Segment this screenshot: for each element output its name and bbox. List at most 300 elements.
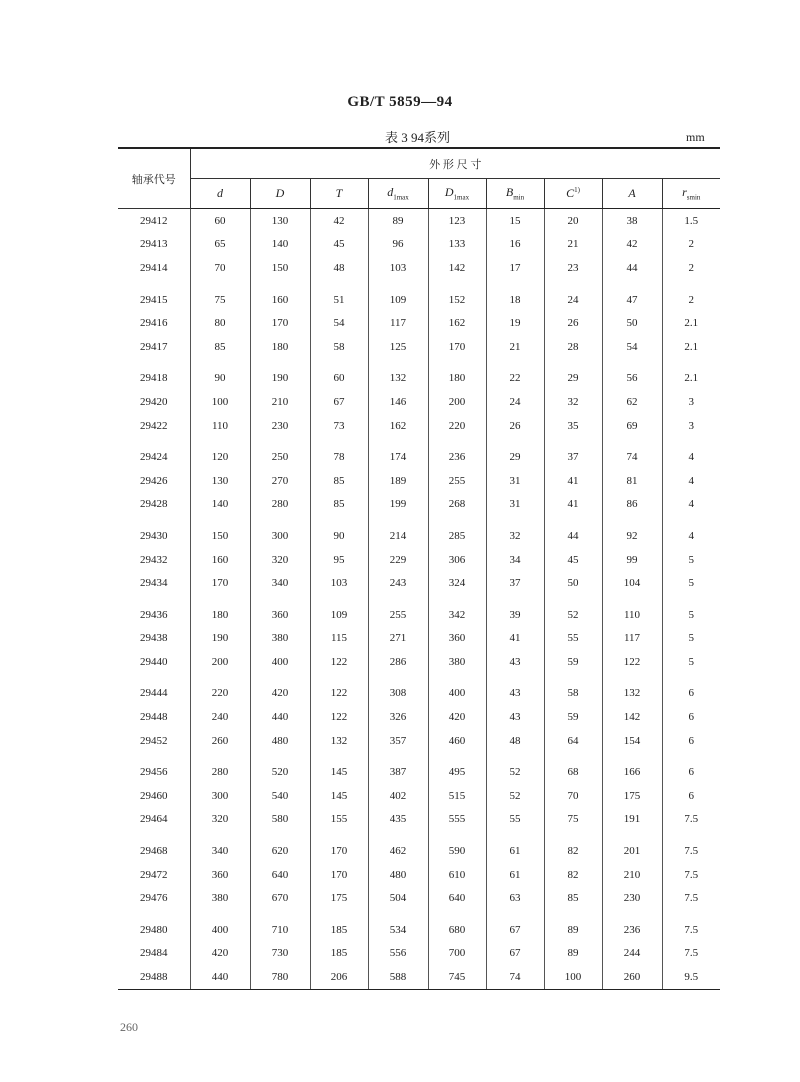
cell-D1max: 342 (428, 595, 486, 627)
cell-C: 100 (544, 965, 602, 989)
cell-rsmin: 7.5 (662, 831, 720, 863)
cell-d1max: 255 (368, 595, 428, 627)
cell-T: 170 (310, 831, 368, 863)
cell-d: 400 (190, 910, 250, 942)
cell-rsmin: 5 (662, 627, 720, 651)
cell-Bmin: 21 (486, 335, 544, 359)
cell-T: 132 (310, 729, 368, 753)
table-title: 表 3 94系列 (385, 130, 451, 145)
cell-C: 52 (544, 595, 602, 627)
cell-d: 440 (190, 965, 250, 989)
cell-d: 90 (190, 359, 250, 391)
cell-d: 140 (190, 493, 250, 517)
cell-D: 130 (250, 209, 310, 233)
cell-bearing-code: 29424 (140, 451, 168, 464)
cell-C: 26 (544, 311, 602, 335)
dimensions-table (118, 147, 720, 990)
cell-T: 78 (310, 437, 368, 469)
cell-D1max: 285 (428, 516, 486, 548)
cell-bearing-code: 29436 (140, 608, 168, 621)
cell-C: 32 (544, 390, 602, 414)
table-row (118, 886, 720, 910)
cell-D: 320 (250, 548, 310, 572)
cell-bearing-code: 29440 (140, 655, 168, 668)
cell-D: 520 (250, 752, 310, 784)
cell-rsmin: 4 (662, 493, 720, 517)
cell-bearing-code: 29460 (140, 789, 168, 802)
cell-C: 68 (544, 752, 602, 784)
cell-d: 300 (190, 784, 250, 808)
cell-T: 58 (310, 335, 368, 359)
cell-d1max: 271 (368, 627, 428, 651)
cell-Bmin: 17 (486, 256, 544, 280)
table-row (118, 571, 720, 595)
cell-D: 710 (250, 910, 310, 942)
cell-A: 166 (602, 752, 662, 784)
cell-rsmin: 2 (662, 280, 720, 312)
cell-D: 210 (250, 390, 310, 414)
cell-Bmin: 22 (486, 359, 544, 391)
cell-bearing-code: 29422 (140, 419, 168, 432)
cell-C: 29 (544, 359, 602, 391)
table-row (118, 863, 720, 887)
cell-A: 99 (602, 548, 662, 572)
cell-D: 280 (250, 493, 310, 517)
column-header-rsmin: $r_{smin}$ (662, 179, 720, 209)
table-row (118, 493, 720, 517)
cell-C: 44 (544, 516, 602, 548)
cell-T: 175 (310, 886, 368, 910)
table-row (118, 469, 720, 493)
cell-rsmin: 2.1 (662, 335, 720, 359)
cell-D: 180 (250, 335, 310, 359)
cell-D: 480 (250, 729, 310, 753)
cell-bearing-code: 29418 (140, 372, 168, 385)
cell-T: 90 (310, 516, 368, 548)
cell-d1max: 89 (368, 209, 428, 233)
cell-rsmin: 4 (662, 469, 720, 493)
table-row (118, 437, 720, 469)
column-header-Bmin: $B_{min}$ (486, 179, 544, 209)
cell-D1max: 306 (428, 548, 486, 572)
cell-bearing-code: 29484 (140, 947, 168, 960)
cell-A: 110 (602, 595, 662, 627)
cell-A: 92 (602, 516, 662, 548)
cell-T: 185 (310, 942, 368, 966)
table-row (118, 705, 720, 729)
cell-bearing-code: 29417 (140, 340, 168, 353)
cell-C: 59 (544, 650, 602, 674)
cell-D1max: 142 (428, 256, 486, 280)
cell-A: 122 (602, 650, 662, 674)
cell-bearing-code: 29412 (140, 214, 168, 227)
table-row (118, 674, 720, 706)
cell-C: 89 (544, 942, 602, 966)
cell-A: 47 (602, 280, 662, 312)
cell-T: 85 (310, 469, 368, 493)
cell-T: 85 (310, 493, 368, 517)
table-row (118, 729, 720, 753)
cell-D: 380 (250, 627, 310, 651)
cell-D: 640 (250, 863, 310, 887)
cell-bearing-code: 29432 (140, 553, 168, 566)
cell-Bmin: 52 (486, 752, 544, 784)
cell-rsmin: 2 (662, 233, 720, 257)
table-row (118, 209, 720, 233)
column-header-code: 轴承代号 (118, 148, 190, 209)
table-row (118, 516, 720, 548)
cell-D: 580 (250, 808, 310, 832)
table-row (118, 414, 720, 438)
cell-d: 220 (190, 674, 250, 706)
cell-rsmin: 5 (662, 595, 720, 627)
table-body (118, 209, 720, 990)
cell-C: 45 (544, 548, 602, 572)
cell-bearing-code: 29428 (140, 498, 168, 511)
cell-rsmin: 5 (662, 650, 720, 674)
cell-rsmin: 1.5 (662, 209, 720, 233)
cell-D: 250 (250, 437, 310, 469)
cell-A: 236 (602, 910, 662, 942)
cell-T: 51 (310, 280, 368, 312)
cell-D1max: 133 (428, 233, 486, 257)
cell-d1max: 435 (368, 808, 428, 832)
cell-rsmin: 7.5 (662, 942, 720, 966)
cell-d1max: 286 (368, 650, 428, 674)
cell-d: 150 (190, 516, 250, 548)
cell-rsmin: 6 (662, 705, 720, 729)
cell-A: 117 (602, 627, 662, 651)
cell-T: 109 (310, 595, 368, 627)
cell-d: 420 (190, 942, 250, 966)
table-row (118, 390, 720, 414)
table-row (118, 831, 720, 863)
cell-A: 81 (602, 469, 662, 493)
cell-C: 89 (544, 910, 602, 942)
cell-d1max: 146 (368, 390, 428, 414)
cell-rsmin: 7.5 (662, 808, 720, 832)
cell-bearing-code: 29434 (140, 577, 168, 590)
cell-d1max: 189 (368, 469, 428, 493)
cell-d1max: 199 (368, 493, 428, 517)
cell-Bmin: 67 (486, 942, 544, 966)
cell-bearing-code: 29480 (140, 923, 168, 936)
cell-D1max: 640 (428, 886, 486, 910)
cell-D: 190 (250, 359, 310, 391)
cell-D1max: 400 (428, 674, 486, 706)
cell-C: 41 (544, 469, 602, 493)
cell-rsmin: 7.5 (662, 863, 720, 887)
cell-bearing-code: 29464 (140, 813, 168, 826)
cell-D1max: 515 (428, 784, 486, 808)
cell-T: 45 (310, 233, 368, 257)
cell-d: 75 (190, 280, 250, 312)
cell-D: 400 (250, 650, 310, 674)
cell-C: 23 (544, 256, 602, 280)
cell-A: 56 (602, 359, 662, 391)
cell-T: 122 (310, 674, 368, 706)
cell-A: 142 (602, 705, 662, 729)
table-row (118, 311, 720, 335)
cell-T: 206 (310, 965, 368, 989)
cell-D: 270 (250, 469, 310, 493)
cell-d1max: 96 (368, 233, 428, 257)
cell-T: 60 (310, 359, 368, 391)
table-row (118, 256, 720, 280)
cell-d: 65 (190, 233, 250, 257)
cell-rsmin: 7.5 (662, 910, 720, 942)
cell-d: 60 (190, 209, 250, 233)
column-header-A: A (602, 179, 662, 209)
cell-C: 20 (544, 209, 602, 233)
cell-D1max: 324 (428, 571, 486, 595)
cell-A: 175 (602, 784, 662, 808)
table-row (118, 752, 720, 784)
cell-bearing-code: 29452 (140, 734, 168, 747)
cell-D1max: 152 (428, 280, 486, 312)
cell-T: 67 (310, 390, 368, 414)
cell-D1max: 255 (428, 469, 486, 493)
column-header-C: $C^{1)}$ (544, 179, 602, 209)
cell-Bmin: 15 (486, 209, 544, 233)
cell-d1max: 308 (368, 674, 428, 706)
cell-D: 140 (250, 233, 310, 257)
cell-A: 104 (602, 571, 662, 595)
cell-d: 320 (190, 808, 250, 832)
column-header-d1max: $d_{1max}$ (368, 179, 428, 209)
table-row (118, 595, 720, 627)
cell-rsmin: 6 (662, 752, 720, 784)
column-header-T: T (310, 179, 368, 209)
cell-d: 190 (190, 627, 250, 651)
cell-D1max: 610 (428, 863, 486, 887)
cell-T: 185 (310, 910, 368, 942)
cell-rsmin: 6 (662, 674, 720, 706)
cell-d1max: 462 (368, 831, 428, 863)
cell-C: 85 (544, 886, 602, 910)
cell-d1max: 103 (368, 256, 428, 280)
cell-rsmin: 3 (662, 390, 720, 414)
cell-d1max: 402 (368, 784, 428, 808)
cell-D1max: 268 (428, 493, 486, 517)
cell-A: 54 (602, 335, 662, 359)
cell-D: 230 (250, 414, 310, 438)
column-header-d: d (190, 179, 250, 209)
cell-bearing-code: 29448 (140, 711, 168, 724)
cell-d1max: 588 (368, 965, 428, 989)
cell-C: 70 (544, 784, 602, 808)
cell-Bmin: 16 (486, 233, 544, 257)
cell-A: 42 (602, 233, 662, 257)
cell-A: 44 (602, 256, 662, 280)
cell-Bmin: 74 (486, 965, 544, 989)
cell-d: 110 (190, 414, 250, 438)
cell-D1max: 680 (428, 910, 486, 942)
cell-rsmin: 3 (662, 414, 720, 438)
cell-d: 360 (190, 863, 250, 887)
cell-d1max: 132 (368, 359, 428, 391)
cell-Bmin: 43 (486, 705, 544, 729)
cell-Bmin: 43 (486, 674, 544, 706)
cell-D1max: 700 (428, 942, 486, 966)
cell-C: 35 (544, 414, 602, 438)
cell-d1max: 117 (368, 311, 428, 335)
cell-rsmin: 9.5 (662, 965, 720, 989)
cell-T: 95 (310, 548, 368, 572)
cell-d1max: 357 (368, 729, 428, 753)
cell-D1max: 162 (428, 311, 486, 335)
cell-d1max: 534 (368, 910, 428, 942)
cell-d1max: 387 (368, 752, 428, 784)
cell-A: 260 (602, 965, 662, 989)
cell-C: 21 (544, 233, 602, 257)
cell-rsmin: 2.1 (662, 311, 720, 335)
cell-bearing-code: 29444 (140, 687, 168, 700)
cell-bearing-code: 29426 (140, 474, 168, 487)
cell-C: 82 (544, 863, 602, 887)
cell-bearing-code: 29468 (140, 845, 168, 858)
cell-d1max: 174 (368, 437, 428, 469)
cell-d: 170 (190, 571, 250, 595)
cell-d: 200 (190, 650, 250, 674)
cell-A: 191 (602, 808, 662, 832)
cell-A: 50 (602, 311, 662, 335)
cell-D1max: 460 (428, 729, 486, 753)
cell-D: 150 (250, 256, 310, 280)
cell-A: 86 (602, 493, 662, 517)
cell-D1max: 180 (428, 359, 486, 391)
table-row (118, 280, 720, 312)
cell-D: 160 (250, 280, 310, 312)
cell-D: 440 (250, 705, 310, 729)
cell-bearing-code: 29430 (140, 529, 168, 542)
cell-T: 103 (310, 571, 368, 595)
cell-C: 24 (544, 280, 602, 312)
cell-D: 170 (250, 311, 310, 335)
cell-D1max: 420 (428, 705, 486, 729)
cell-rsmin: 4 (662, 437, 720, 469)
cell-T: 155 (310, 808, 368, 832)
cell-D1max: 495 (428, 752, 486, 784)
cell-Bmin: 43 (486, 650, 544, 674)
cell-rsmin: 5 (662, 548, 720, 572)
cell-Bmin: 48 (486, 729, 544, 753)
cell-C: 55 (544, 627, 602, 651)
cell-T: 48 (310, 256, 368, 280)
cell-d1max: 162 (368, 414, 428, 438)
cell-d: 130 (190, 469, 250, 493)
cell-d1max: 125 (368, 335, 428, 359)
cell-T: 122 (310, 705, 368, 729)
cell-T: 170 (310, 863, 368, 887)
cell-d: 100 (190, 390, 250, 414)
cell-D: 420 (250, 674, 310, 706)
cell-C: 28 (544, 335, 602, 359)
cell-A: 154 (602, 729, 662, 753)
cell-d: 240 (190, 705, 250, 729)
cell-Bmin: 61 (486, 863, 544, 887)
cell-bearing-code: 29472 (140, 868, 168, 881)
cell-d1max: 243 (368, 571, 428, 595)
cell-C: 64 (544, 729, 602, 753)
cell-T: 145 (310, 784, 368, 808)
cell-bearing-code: 29415 (140, 293, 168, 306)
cell-Bmin: 31 (486, 469, 544, 493)
cell-d: 120 (190, 437, 250, 469)
cell-Bmin: 41 (486, 627, 544, 651)
column-header-D: D (250, 179, 310, 209)
cell-T: 54 (310, 311, 368, 335)
cell-d1max: 109 (368, 280, 428, 312)
cell-d: 380 (190, 886, 250, 910)
cell-D1max: 170 (428, 335, 486, 359)
cell-Bmin: 26 (486, 414, 544, 438)
cell-Bmin: 34 (486, 548, 544, 572)
cell-Bmin: 37 (486, 571, 544, 595)
cell-Bmin: 67 (486, 910, 544, 942)
cell-d: 340 (190, 831, 250, 863)
cell-A: 38 (602, 209, 662, 233)
cell-d: 160 (190, 548, 250, 572)
cell-Bmin: 52 (486, 784, 544, 808)
cell-A: 74 (602, 437, 662, 469)
cell-A: 132 (602, 674, 662, 706)
cell-d: 260 (190, 729, 250, 753)
column-header-D1max: $D_{1max}$ (428, 179, 486, 209)
cell-Bmin: 32 (486, 516, 544, 548)
cell-D1max: 555 (428, 808, 486, 832)
table-row (118, 942, 720, 966)
cell-D: 340 (250, 571, 310, 595)
cell-D1max: 360 (428, 627, 486, 651)
table-row (118, 808, 720, 832)
cell-d: 70 (190, 256, 250, 280)
cell-D: 540 (250, 784, 310, 808)
cell-rsmin: 6 (662, 784, 720, 808)
table-row (118, 650, 720, 674)
unit-label: mm (686, 130, 705, 144)
cell-C: 41 (544, 493, 602, 517)
cell-rsmin: 4 (662, 516, 720, 548)
cell-d1max: 229 (368, 548, 428, 572)
cell-Bmin: 24 (486, 390, 544, 414)
cell-d: 80 (190, 311, 250, 335)
cell-D1max: 123 (428, 209, 486, 233)
cell-rsmin: 6 (662, 729, 720, 753)
cell-bearing-code: 29420 (140, 395, 168, 408)
cell-D1max: 200 (428, 390, 486, 414)
cell-bearing-code: 29413 (140, 238, 168, 251)
cell-D: 620 (250, 831, 310, 863)
cell-bearing-code: 29414 (140, 261, 168, 274)
cell-D: 780 (250, 965, 310, 989)
cell-Bmin: 63 (486, 886, 544, 910)
column-group-header: 外 形 尺 寸 (190, 148, 720, 179)
cell-A: 244 (602, 942, 662, 966)
cell-T: 145 (310, 752, 368, 784)
cell-T: 42 (310, 209, 368, 233)
cell-d: 180 (190, 595, 250, 627)
cell-C: 50 (544, 571, 602, 595)
cell-C: 75 (544, 808, 602, 832)
cell-d1max: 214 (368, 516, 428, 548)
table-row (118, 627, 720, 651)
cell-d1max: 480 (368, 863, 428, 887)
cell-D1max: 745 (428, 965, 486, 989)
table-row (118, 548, 720, 572)
cell-T: 122 (310, 650, 368, 674)
table-row (118, 359, 720, 391)
